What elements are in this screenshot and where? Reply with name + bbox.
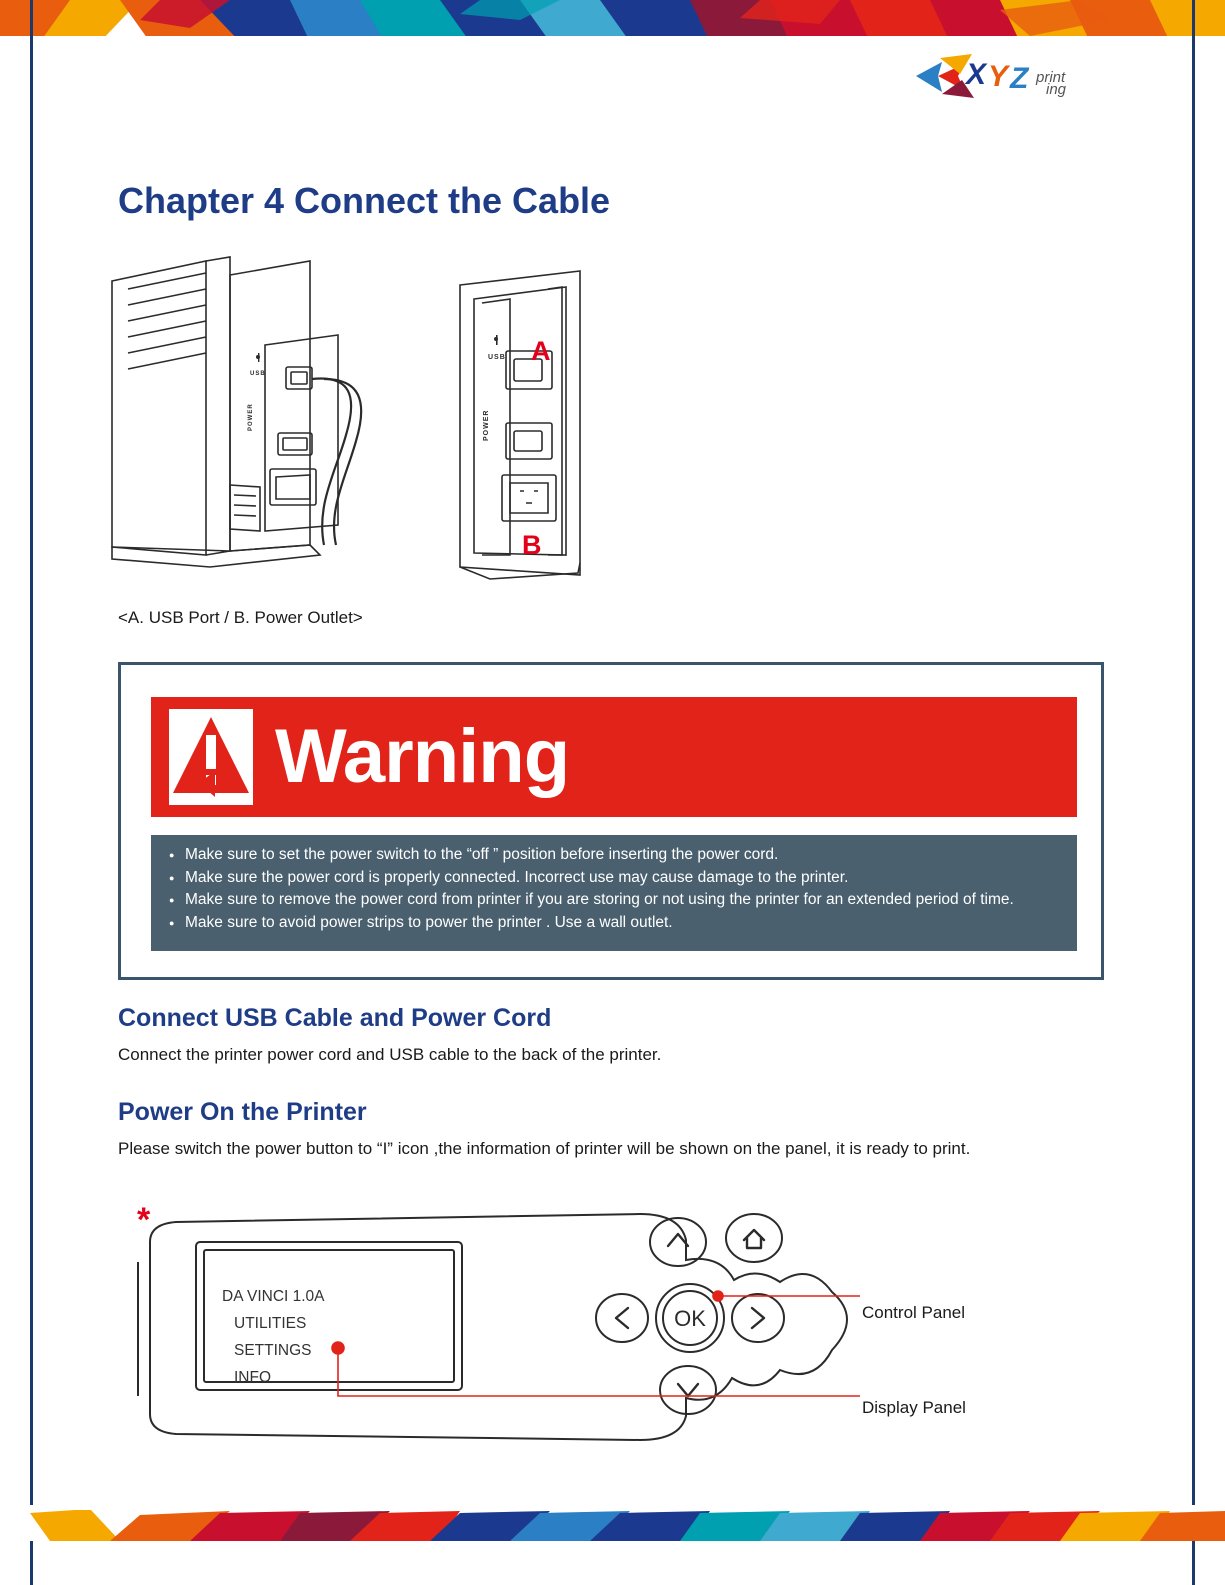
printer-rear-ports-illustration <box>110 255 690 595</box>
lcd-menu-info[interactable]: INFO <box>234 1369 272 1386</box>
warning-heading: Warning <box>275 714 570 799</box>
asterisk-marker: * <box>137 1201 151 1239</box>
svg-text:Z: Z <box>1010 62 1029 95</box>
section-title-power-on: Power On the Printer <box>118 1098 367 1126</box>
lcd-title: DA VINCI 1.0A <box>222 1288 325 1305</box>
section-title-connect-usb: Connect USB Cable and Power Cord <box>118 1004 552 1032</box>
callout-control-panel: Control Panel <box>862 1303 966 1322</box>
warning-item: ● Make sure to set the power switch to the “off ” position before inserting the power cord. <box>185 844 1061 866</box>
warning-item: ● Make sure the power cord is properly connected. Incorrect use may cause damage to the printer. <box>185 867 1061 889</box>
warning-box <box>118 662 1104 980</box>
lcd-menu-utilities[interactable]: UTILITIES <box>234 1315 307 1332</box>
chapter-title: Chapter 4 Connect the Cable <box>118 180 611 221</box>
page-left-rule <box>30 0 33 1585</box>
svg-text:X: X <box>966 58 987 91</box>
svg-text:POWER: POWER <box>248 403 254 431</box>
bottom-decorative-banner <box>0 1505 1225 1541</box>
warning-item: ● Make sure to remove the power cord from printer if you are storing or not using the printer for an extended period of time. <box>185 889 1061 911</box>
port-label-b: B <box>522 530 542 560</box>
svg-text:OK: OK <box>674 1306 706 1331</box>
section-body-connect-usb: Connect the printer power cord and USB cable to the back of the printer. <box>118 1045 662 1064</box>
warning-item: ● Make sure to avoid power strips to power the printer . Use a wall outlet. <box>185 912 1061 934</box>
page-right-rule <box>1192 0 1195 1585</box>
port-label-a: A <box>531 336 551 366</box>
svg-text:USB: USB <box>250 371 266 377</box>
section-body-power-on: Please switch the power button to “I” icon ,the information of printer will be shown on the panel, it is ready to print. <box>118 1139 971 1158</box>
exclamation-triangle-icon <box>169 709 253 805</box>
top-decorative-banner <box>0 0 1225 42</box>
xyz-printing-logo <box>912 52 1112 108</box>
warning-body <box>151 835 1077 951</box>
svg-text:POWER: POWER <box>483 409 490 441</box>
svg-text:Y: Y <box>988 60 1009 93</box>
svg-text:USB: USB <box>488 354 506 361</box>
svg-text:print: print <box>1036 69 1066 86</box>
figure-caption: <A. USB Port / B. Power Outlet> <box>118 608 363 627</box>
svg-text:ing: ing <box>1046 81 1067 98</box>
lcd-menu-settings[interactable]: SETTINGS <box>234 1342 312 1359</box>
warning-header <box>151 697 1077 817</box>
callout-display-panel: Display Panel <box>862 1398 966 1417</box>
